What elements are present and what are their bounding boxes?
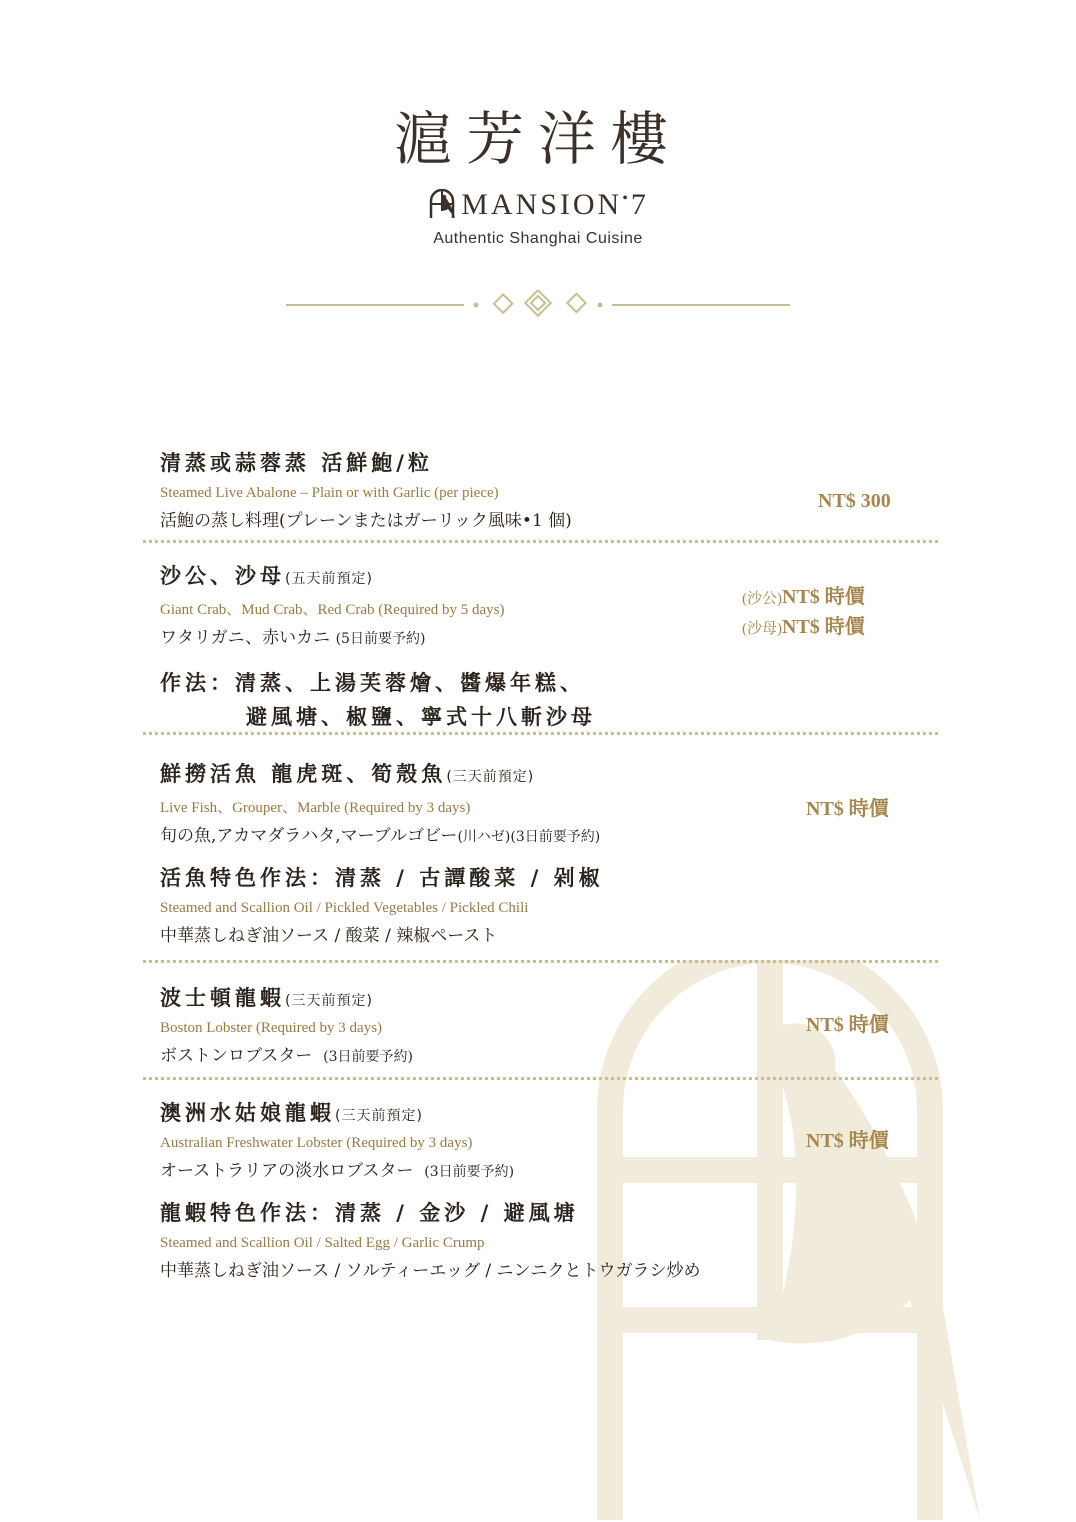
header-ornament-divider xyxy=(286,290,790,320)
item-reservation-note: (三天前預定) xyxy=(285,993,373,1009)
dotted-divider xyxy=(143,1077,938,1080)
window-bird-logo-icon xyxy=(427,189,457,219)
special-method-english: Steamed and Scallion Oil / Salted Egg / Garlic Crump xyxy=(160,1235,485,1251)
price-female-crab: (沙母)NT$ 時價 xyxy=(742,616,865,638)
special-method-title: 活魚特色作法：清蒸 / 古譚酸菜 / 剁椒 xyxy=(160,866,604,890)
item-price: NT$ 時價 xyxy=(806,798,889,820)
dotted-divider xyxy=(143,732,938,735)
special-method-english: Steamed and Scallion Oil / Pickled Vegetables / Pickled Chili xyxy=(160,900,529,916)
special-method-japanese: 中華蒸しねぎ油ソース / ソルティーエッグ / ニンニクとトウガラシ炒め xyxy=(160,1261,701,1281)
item-price: NT$ 時價 xyxy=(806,1014,889,1036)
dotted-divider xyxy=(143,960,938,963)
item-japanese: ボストンロブスター xyxy=(160,1046,313,1066)
cooking-method-line2: 避風塘、椒鹽、寧式十八斬沙母 xyxy=(246,705,596,729)
item-title: 鮮撈活魚 龍虎斑、筍殼魚 xyxy=(160,762,447,786)
item-price: NT$ 時價 xyxy=(806,1130,889,1152)
item-reservation-note: (三天前預定) xyxy=(335,1108,423,1124)
item-english: Live Fish、Grouper、Marble (Required by 3 days) xyxy=(160,800,471,816)
item-reservation-note: (五天前預定) xyxy=(285,571,373,587)
item-japanese: 活鮑の蒸し料理(プレーンまたはガーリック風味•1 個) xyxy=(160,511,572,531)
price-male-crab: (沙公)NT$ 時價 xyxy=(742,586,865,608)
cooking-method-line1: 作法：清蒸、上湯芙蓉燴、醬爆年糕、 xyxy=(160,671,585,695)
item-japanese: ワタリガニ、赤いカニ xyxy=(160,628,331,648)
brand-logo: MANSION•7 xyxy=(0,188,1076,222)
item-japanese: オーストラリアの淡水ロブスター xyxy=(160,1161,414,1181)
item-japanese-note: (5日前要予約) xyxy=(335,631,426,647)
item-title: 澳洲水姑娘龍蝦 xyxy=(160,1101,335,1125)
item-english: Giant Crab、Mud Crab、Red Crab (Required by 5 days) xyxy=(160,602,505,618)
item-japanese-note: (川ハゼ)(3日前要予約) xyxy=(457,829,601,845)
item-title: 沙公、沙母 xyxy=(160,564,285,588)
item-english: Steamed Live Abalone – Plain or with Garlic (per piece) xyxy=(160,485,499,501)
item-japanese-note: (3日前要予約) xyxy=(323,1049,413,1065)
dotted-divider xyxy=(143,540,938,543)
item-english: Boston Lobster (Required by 3 days) xyxy=(160,1020,383,1036)
special-method-title: 龍蝦特色作法：清蒸 / 金沙 / 避風塘 xyxy=(160,1201,579,1225)
item-japanese-note: (3日前要予約) xyxy=(424,1164,515,1180)
item-title: 波士頓龍蝦 xyxy=(160,986,285,1010)
brand-name: MANSION xyxy=(461,188,623,221)
item-reservation-note: (三天前預定) xyxy=(446,769,535,785)
item-price: NT$ 300 xyxy=(818,490,891,512)
item-japanese: 旬の魚,アカマダラハタ,マーブルゴビー xyxy=(160,826,458,846)
brand-number: 7 xyxy=(630,188,649,221)
item-english: Australian Freshwater Lobster (Required by 3 days) xyxy=(160,1135,473,1151)
tagline: Authentic Shanghai Cuisine xyxy=(433,230,643,247)
menu-item-live-fish xyxy=(160,758,920,946)
menu-item-abalone xyxy=(160,447,920,531)
special-method-japanese: 中華蒸しねぎ油ソース / 酸菜 / 辣椒ペースト xyxy=(160,926,498,946)
logo-chinese-calligraphy: 滬芳洋樓 xyxy=(393,105,682,173)
item-title: 清蒸或蒜蓉蒸 活鮮鮑/粒 xyxy=(160,451,433,475)
